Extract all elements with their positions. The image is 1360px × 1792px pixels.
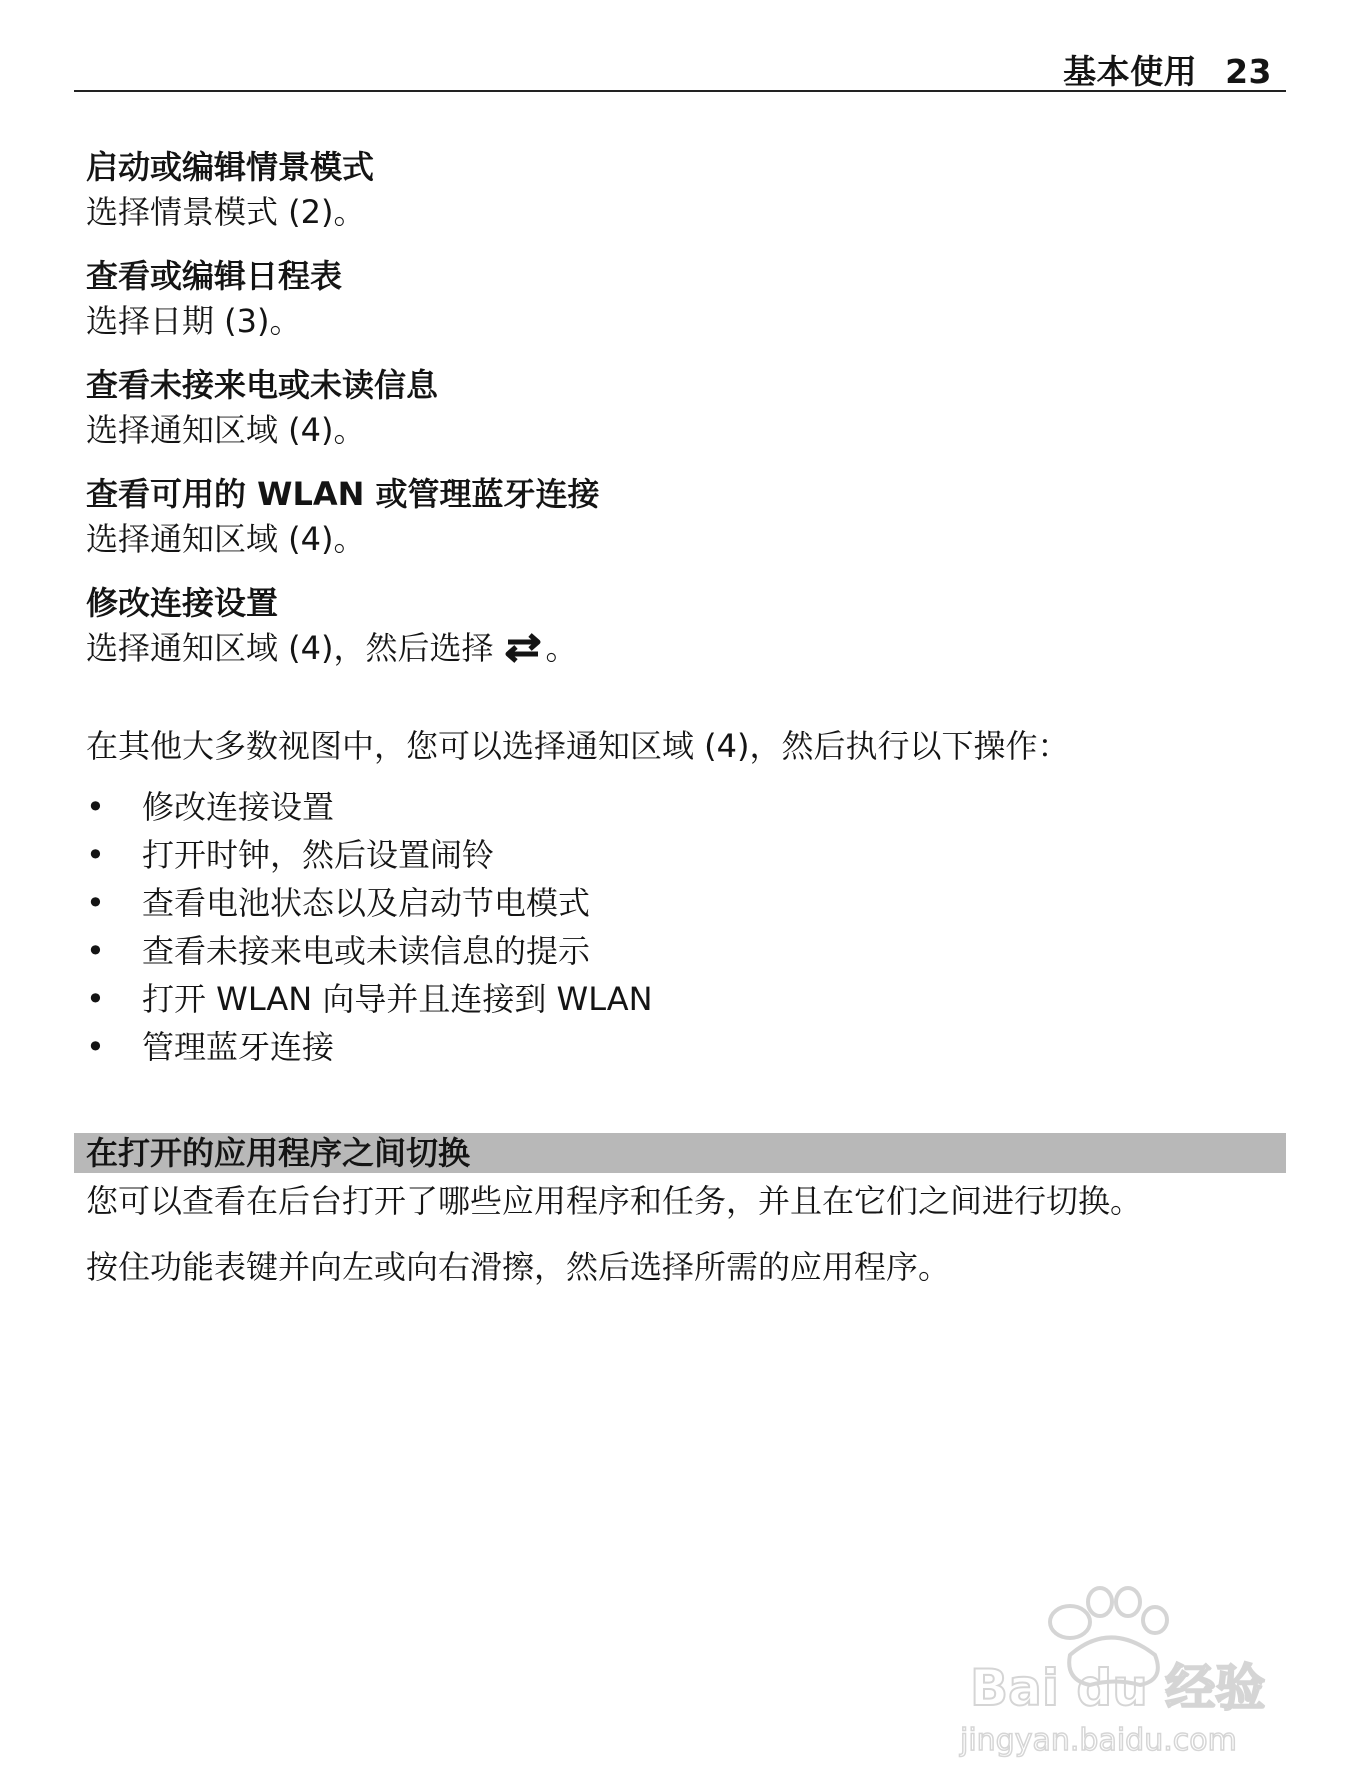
item-profile (86, 145, 1286, 237)
item-wlan-bluetooth (86, 472, 1286, 564)
baidu-watermark-logo (950, 1560, 1280, 1760)
list-item (86, 879, 1286, 927)
header-section-title: 基本使用 (1063, 52, 1198, 91)
section-paragraph: 按住功能表键并向左或向右滑擦，然后选择所需的应用程序。 (86, 1248, 951, 1286)
list-item (86, 927, 1286, 975)
item-title: 启动或编辑情景模式 (86, 148, 375, 186)
section-paragraph: 您可以查看在后台打开了哪些应用程序和任务，并且在它们之间进行切换。 (86, 1182, 1143, 1220)
list-item (86, 975, 1286, 1023)
bullet-icon: • (86, 836, 105, 874)
item-body: 选择通知区域 (4)。 (86, 411, 366, 449)
list-item (86, 783, 1286, 831)
bullet-icon: • (86, 884, 105, 922)
page-number: 23 (1225, 52, 1272, 91)
bullet-icon: • (86, 1028, 105, 1066)
watermark-url-text: jingyan.baidu.com (960, 1723, 1237, 1758)
swap-arrows-icon (500, 633, 546, 663)
item-body: 选择通知区域 (4)。 (86, 520, 366, 558)
list-item (86, 831, 1286, 879)
bullet-icon: • (86, 788, 105, 826)
item-body: 选择日期 (3)。 (86, 302, 302, 340)
list-item-text: 打开 WLAN 向导并且连接到 WLAN (142, 980, 653, 1018)
section-body (86, 1178, 1286, 1310)
item-missed-calls (86, 363, 1286, 455)
item-body (86, 625, 1286, 673)
section-title: 在打开的应用程序之间切换 (86, 1134, 471, 1172)
list-item-text: 查看电池状态以及启动节电模式 (142, 884, 591, 922)
item-title: 查看未接来电或未读信息 (86, 366, 439, 404)
item-body: 选择情景模式 (2)。 (86, 193, 366, 231)
item-connection-settings (86, 581, 1286, 673)
list-item-text: 修改连接设置 (142, 788, 335, 826)
list-item-text: 打开时钟，然后设置闹铃 (142, 836, 495, 874)
item-body-end: 。 (545, 629, 578, 667)
main-content (86, 145, 1286, 1071)
intro-paragraph: 在其他大多数视图中，您可以选择通知区域 (4)，然后执行以下操作： (86, 727, 1070, 765)
bullet-icon: • (86, 932, 105, 970)
list-item-text: 查看未接来电或未读信息的提示 (142, 932, 591, 970)
item-calendar (86, 254, 1286, 346)
bullet-list (86, 783, 1286, 1071)
bullet-icon: • (86, 980, 105, 1018)
item-title: 查看或编辑日程表 (86, 257, 343, 295)
list-item (86, 1023, 1286, 1071)
list-item-text: 管理蓝牙连接 (142, 1028, 335, 1066)
header-text (1063, 46, 1272, 93)
item-title: 查看可用的 WLAN 或管理蓝牙连接 (86, 475, 600, 513)
item-title: 修改连接设置 (86, 584, 279, 622)
section-header-bar (74, 1133, 1286, 1173)
watermark-logo-text: Bai du 经验 (970, 1659, 1266, 1717)
item-body-text: 选择通知区域 (4)，然后选择 (86, 629, 494, 667)
page-header (74, 40, 1286, 92)
